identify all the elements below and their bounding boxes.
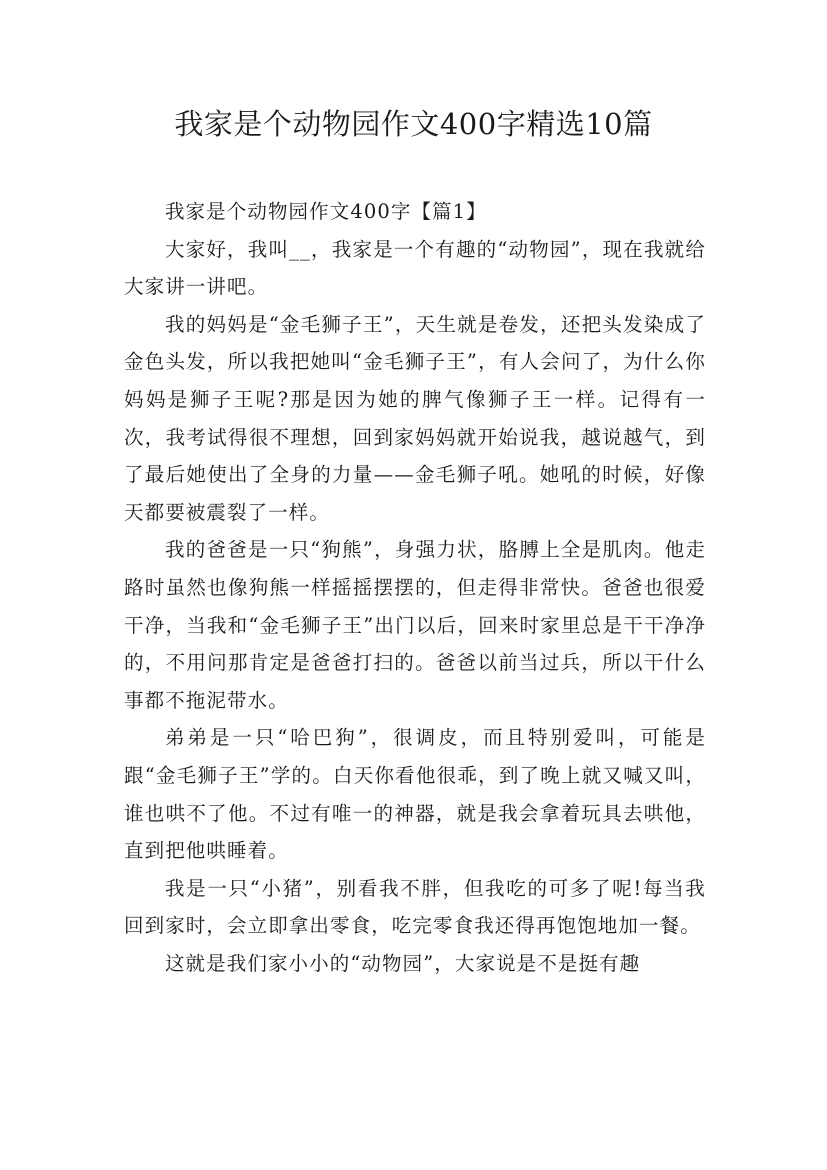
paragraph-brother: 弟弟是一只“哈巴狗”，很调皮，而且特别爱叫，可能是跟“金毛狮子王”学的。白天你看他很乖，到了晚上就又喊又叫，谁也哄不了他。不过有唯一的神器，就是我会拿着玩具去哄他，直到把他哄睡着。 [124,726,706,863]
section-heading: 我家是个动物园作文400字【篇1】 [164,200,487,223]
document-title: 我家是个动物园作文400字精选10篇 [174,107,653,141]
document-body [124,193,706,982]
paragraph-closing: 这就是我们家小小的“动物园”，大家说是不是挺有趣 [164,951,641,975]
paragraph-mother: 我的妈妈是“金毛狮子王”，天生就是卷发，还把头发染成了金色头发，所以我把她叫“金毛狮子王”，有人会问了，为什么你妈妈是狮子王呢?那是因为她的脾气像狮子王一样。记得有一次，我考试得很不理想，回到家妈妈就开始说我，越说越气，到了最后她使出了全身的力量——金毛狮子吼。她吼的时候，好像天都要被震裂了一样。 [124,312,706,524]
paragraph-intro: 大家好，我叫__，我家是一个有趣的“动物园”，现在我就给大家讲一讲吧。 [124,237,706,299]
paragraph-father: 我的爸爸是一只“狗熊”，身强力状，胳膊上全是肌肉。他走路时虽然也像狗熊一样摇摇摆摆的，但走得非常快。爸爸也很爱干净，当我和“金毛狮子王”出门以后，回来时家里总是干干净净的，不用问那肯定是爸爸打扫的。爸爸以前当过兵，所以干什么事都不拖泥带水。 [124,538,706,712]
paragraph-self: 我是一只“小猪”，别看我不胖，但我吃的可多了呢!每当我回到家时，会立即拿出零食，吃完零食我还得再饱饱地加一餐。 [124,876,706,938]
